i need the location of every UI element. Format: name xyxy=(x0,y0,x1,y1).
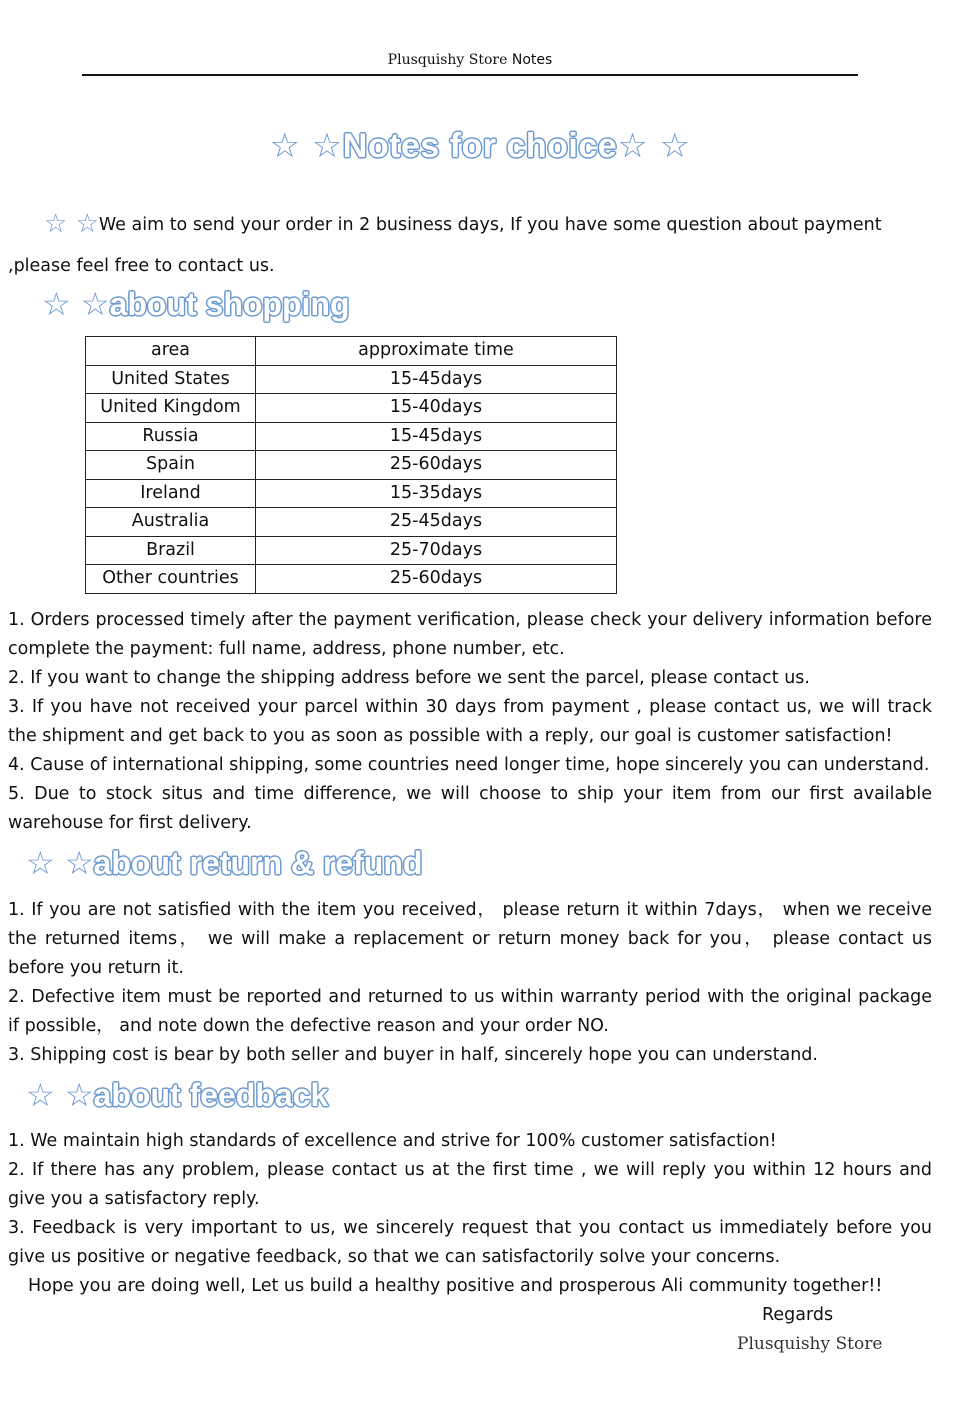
table-header-row xyxy=(86,337,617,366)
section-heading-shopping xyxy=(42,284,350,324)
feedback-note: 1. We maintain high standards of excellence and strive for 100% customer satisfaction! xyxy=(8,1131,777,1151)
table-cell-area: Spain xyxy=(86,451,256,480)
feedback-note: 2. If there has any problem, please contact us at the first time , we will reply you within 12 hours and give you a satisfactory reply. xyxy=(8,1160,932,1209)
table-header-cell: approximate time xyxy=(256,337,617,366)
header-store-name: Plusquishy Store xyxy=(387,52,508,68)
intro-paragraph xyxy=(8,204,932,287)
table-row xyxy=(86,536,617,565)
regards-text: Regards xyxy=(762,1305,834,1325)
page-title-text: Notes for choice xyxy=(342,127,618,165)
table-cell-area: United Kingdom xyxy=(86,394,256,423)
refund-note: 1. If you are not satisfied with the item you received， please return it within 7days， when we receive the returned items， we will make a replacement or return money back for you， please contact us before you return it. xyxy=(8,900,932,978)
table-row xyxy=(86,565,617,594)
refund-note: 3. Shipping cost is bear by both seller and buyer in half, sincerely hope you can understand. xyxy=(8,1045,818,1065)
shopping-note: 5. Due to stock situs and time difference, we will choose to ship your item from our first available warehouse for first delivery. xyxy=(8,784,932,833)
table-cell-area: Brazil xyxy=(86,536,256,565)
table-row xyxy=(86,451,617,480)
table-cell-time: 15-45days xyxy=(256,422,617,451)
section-heading-feedback xyxy=(26,1075,328,1115)
table-cell-time: 15-35days xyxy=(256,479,617,508)
table-row xyxy=(86,422,617,451)
star-icon: ☆ ☆ xyxy=(26,1076,94,1114)
table-cell-time: 15-40days xyxy=(256,394,617,423)
shopping-notes xyxy=(8,606,932,838)
page-header xyxy=(82,50,858,76)
table-row xyxy=(86,508,617,537)
table-cell-time: 15-45days xyxy=(256,365,617,394)
table-cell-time: 25-60days xyxy=(256,451,617,480)
header-label: Notes xyxy=(511,52,553,68)
shopping-note: 3. If you have not received your parcel within 30 days from payment , please contact us, we will track the shipment and get back to you as soon as possible with a reply, our goal is customer satisfaction! xyxy=(8,697,932,746)
star-icon: ☆ ☆ xyxy=(26,844,94,882)
table-row xyxy=(86,394,617,423)
table-cell-time: 25-70days xyxy=(256,536,617,565)
table-cell-area: Australia xyxy=(86,508,256,537)
table-cell-area: United States xyxy=(86,365,256,394)
closing-line xyxy=(8,1272,932,1301)
section-heading-text: about return & refund xyxy=(93,845,423,881)
star-icon: ☆ ☆ xyxy=(269,126,343,166)
table-row xyxy=(86,365,617,394)
intro-text: We aim to send your order in 2 business days, If you have some question about payment ,please feel free to contact us. xyxy=(8,215,882,276)
table-cell-time: 25-45days xyxy=(256,508,617,537)
table-cell-area: Ireland xyxy=(86,479,256,508)
table-cell-area: Russia xyxy=(86,422,256,451)
section-heading-text: about shopping xyxy=(109,286,350,322)
shopping-note: 1. Orders processed timely after the payment verification, please check your delivery information before complete the payment: full name, address, phone number, etc. xyxy=(8,610,932,659)
table-header-cell: area xyxy=(86,337,256,366)
closing-text: Hope you are doing well, Let us build a healthy positive and prosperous Ali community together!! xyxy=(28,1276,883,1296)
signature-store-name: Plusquishy Store xyxy=(737,1334,883,1354)
table-cell-area: Other countries xyxy=(86,565,256,594)
section-heading-text: about feedback xyxy=(93,1077,329,1113)
feedback-note: 3. Feedback is very important to us, we sincerely request that you contact us immediately before you give us positive or negative feedback, so that we can satisfactorily solve your concerns. xyxy=(8,1218,932,1267)
table-cell-time: 25-60days xyxy=(256,565,617,594)
refund-notes xyxy=(8,896,932,1070)
refund-note: 2. Defective item must be reported and returned to us within warranty period with the original package if possible， and note down the defective reason and your order NO. xyxy=(8,987,932,1036)
shipping-time-table xyxy=(85,336,617,594)
feedback-notes xyxy=(8,1127,932,1272)
shopping-note: 2. If you want to change the shipping address before we sent the parcel, please contact us. xyxy=(8,668,810,688)
star-icon: ☆ ☆ xyxy=(44,209,99,239)
star-icon: ☆ ☆ xyxy=(42,285,110,323)
table-row xyxy=(86,479,617,508)
shopping-note: 4. Cause of international shipping, some countries need longer time, hope sincerely you can understand. xyxy=(8,755,930,775)
star-icon: ☆ ☆ xyxy=(617,126,691,166)
page-title xyxy=(0,124,960,168)
section-heading-refund xyxy=(26,843,422,883)
